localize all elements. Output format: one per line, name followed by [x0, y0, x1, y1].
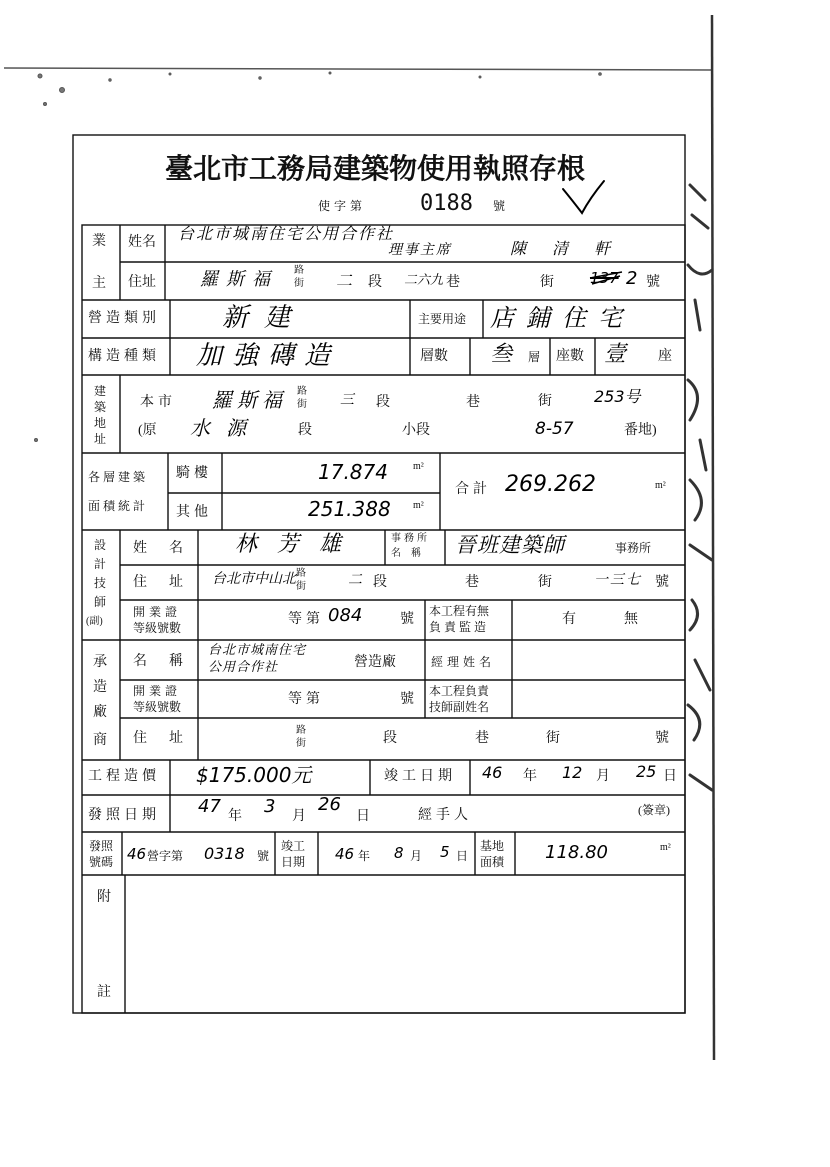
license-suffix: 號: [493, 199, 506, 213]
completion-month: 12: [562, 763, 583, 782]
contractor-lane-unit: 巷: [475, 731, 489, 746]
site-road-unit-top: 路: [297, 386, 307, 397]
designer-number-unit: 號: [655, 575, 669, 590]
completion-year: 46: [482, 763, 503, 782]
permit-label-2: 號碼: [89, 855, 114, 869]
cost-value: $175.000元: [196, 763, 312, 787]
other-area-value: 251.388: [308, 497, 391, 521]
owner-section-label-bottom: 主: [92, 276, 106, 291]
build-type-label: 營造類別: [88, 311, 160, 326]
designer-road-unit-bottom: 街: [296, 581, 306, 592]
site-label-2: 築: [94, 400, 107, 414]
contractor-number-unit: 號: [655, 731, 669, 746]
structure-value: 加強磚造: [196, 341, 341, 371]
owner-section-label-top: 業: [92, 234, 106, 249]
other-area-unit: m²: [413, 500, 424, 511]
contractor-engineer-label-1: 本工程負責: [429, 684, 490, 698]
main-use-label: 主要用途: [418, 312, 467, 326]
contractor-license-label-2: 等級號數: [133, 700, 182, 714]
contractor-label-1: 承: [93, 655, 107, 670]
owner-rep-name: 陳清軒: [510, 239, 637, 258]
issue-month: 3: [264, 796, 276, 817]
owner-number-value: 2: [626, 268, 638, 289]
owner-road-unit-bottom: 街: [294, 278, 304, 289]
issue-date-label: 發照日期: [88, 808, 160, 823]
site-label-4: 址: [94, 432, 107, 446]
area-label-2: 面積統計: [88, 499, 149, 513]
site-section-value: 三: [340, 392, 354, 408]
site-label-3: 地: [94, 416, 107, 430]
site-section-unit: 段: [376, 395, 390, 410]
designer-label-1: 設: [94, 538, 107, 552]
site-label-1: 建: [94, 384, 107, 398]
designer-grade-label: 等第: [288, 612, 324, 627]
designer-office-label-1: 事務所: [391, 533, 430, 544]
permit-date-label-1: 竣工: [281, 839, 306, 853]
license-number: 0188: [420, 191, 473, 216]
remarks-label-bottom: 註: [97, 985, 111, 1000]
permit-prefix: 營字第: [147, 849, 184, 863]
site-area-label-2: 面積: [480, 855, 505, 869]
designer-address-value: 台北市中山北: [212, 571, 296, 587]
designer-label-4: 師: [94, 595, 107, 609]
site-road-unit-bottom: 街: [297, 399, 307, 410]
contractor-street-unit: 街: [546, 731, 560, 746]
contractor-road-unit-top: 路: [296, 725, 306, 736]
contractor-license-label-1: 開業證: [133, 684, 182, 698]
completion-day: 25: [636, 762, 657, 781]
contractor-name-label: 名 稱: [133, 654, 187, 669]
owner-number-struck: 137: [590, 269, 619, 287]
contractor-road-unit-bottom: 街: [296, 738, 306, 749]
site-area-label-1: 基地: [480, 839, 505, 853]
completion-day-unit: 日: [663, 769, 677, 784]
arcade-area-unit: m²: [413, 461, 424, 472]
owner-section-value: 二: [336, 271, 353, 290]
total-area-unit: m²: [655, 480, 666, 491]
site-area-unit: m²: [660, 842, 671, 853]
floors-label: 層數: [420, 349, 448, 364]
designer-office-label-2: 名 稱: [391, 548, 421, 559]
contractor-label-2: 造: [93, 680, 107, 695]
build-type-value: 新建: [222, 303, 307, 333]
designer-address-label: 住 址: [133, 575, 187, 590]
floors-unit: 層: [528, 350, 541, 364]
contractor-section-unit: 段: [383, 731, 397, 746]
completion-month-unit: 月: [596, 769, 610, 784]
site-lot-unit: 番地): [624, 423, 657, 438]
buildings-count-label: 座數: [556, 349, 584, 364]
owner-number-unit: 號: [646, 275, 660, 290]
designer-label-5: (副): [86, 616, 103, 627]
supervision-no: 無: [624, 612, 638, 627]
license-prefix: 使字第: [318, 199, 367, 213]
signature-label: (簽章): [638, 803, 670, 817]
floors-value: 叁: [490, 342, 513, 367]
supervision-yes: 有: [562, 612, 576, 627]
contractor-label-4: 商: [93, 733, 107, 748]
site-number-value: 253号: [594, 387, 641, 406]
main-use-value: 店鋪住宅: [490, 304, 634, 332]
supervision-label-2: 負責監造: [429, 620, 490, 634]
issue-year-unit: 年: [228, 809, 242, 824]
designer-number-value: 一三七: [594, 572, 642, 588]
total-area-value: 269.262: [505, 472, 596, 497]
permit-date-year: 46: [335, 845, 355, 863]
permit-number: 0318: [204, 844, 245, 863]
contractor-name-line-2: 公用合作社: [208, 660, 279, 675]
arcade-area-value: 17.874: [318, 460, 388, 484]
issue-day: 26: [318, 794, 341, 815]
owner-address-label: 住址: [128, 275, 156, 290]
completion-date-label: 竣工日期: [384, 769, 456, 784]
permit-date-day-unit: 日: [456, 849, 469, 863]
permit-year: 46: [127, 845, 147, 863]
site-original-section-unit: 段: [298, 423, 312, 438]
site-original-prefix: (原: [138, 423, 157, 438]
designer-name-label: 姓 名: [133, 541, 187, 556]
designer-office-value: 晉班建築師: [455, 533, 565, 557]
designer-license-label-1: 開業證: [133, 605, 182, 619]
site-road-value: 羅斯福: [212, 388, 287, 412]
contractor-name-line-1: 台北市城南住宅: [208, 643, 307, 658]
permit-label-1: 發照: [89, 839, 114, 853]
contractor-engineer-label-2: 技師副姓名: [429, 700, 490, 714]
site-lot-value: 8-57: [535, 419, 574, 439]
owner-rep-title: 理事主席: [388, 242, 452, 258]
owner-name-label: 姓名: [128, 235, 156, 250]
handler-label: 經手人: [418, 808, 472, 823]
permit-date-year-unit: 年: [358, 849, 371, 863]
contractor-manager-label: 經理姓名: [431, 655, 496, 669]
underlying-page-scribbles: [688, 185, 712, 790]
designer-license-unit: 號: [400, 612, 414, 627]
designer-office-suffix: 事務所: [615, 541, 652, 555]
issue-year: 47: [198, 796, 221, 817]
completion-year-unit: 年: [523, 769, 537, 784]
designer-label-3: 技: [94, 576, 107, 590]
arcade-label: 騎樓: [176, 466, 212, 481]
designer-license-label-2: 等級號數: [133, 621, 182, 635]
check-mark: [563, 181, 604, 213]
permit-date-month: 8: [394, 844, 404, 862]
site-subsection-unit: 小段: [402, 423, 430, 438]
contractor-label-3: 廠: [93, 705, 107, 720]
permit-suffix: 號: [257, 849, 270, 863]
designer-section-unit: 段: [373, 575, 387, 590]
site-street-unit: 街: [538, 394, 552, 409]
designer-street-unit: 街: [538, 575, 552, 590]
total-label: 合計: [455, 482, 491, 497]
owner-road-unit-top: 路: [294, 265, 304, 276]
supervision-label-1: 本工程有無: [429, 604, 490, 618]
form-title: 臺北市工務局建築物使用執照存根: [164, 154, 585, 185]
contractor-name-suffix: 營造廠: [354, 655, 396, 670]
site-city: 本市: [140, 395, 176, 410]
designer-name-value: 林芳雄: [235, 532, 362, 557]
site-lane-unit: 巷: [466, 395, 480, 410]
issue-day-unit: 日: [356, 809, 370, 824]
contractor-license-unit: 號: [400, 692, 414, 707]
designer-lane-unit: 巷: [465, 575, 479, 590]
designer-label-2: 計: [94, 557, 107, 571]
area-label-1: 各層建築: [88, 470, 149, 484]
owner-street-unit: 街: [540, 275, 554, 290]
owner-name-value: 台北市城南住宅公用合作社: [178, 224, 395, 243]
remarks-label-top: 附: [97, 890, 111, 905]
cost-label: 工程造價: [88, 769, 160, 784]
other-label: 其他: [176, 505, 212, 520]
structure-label: 構造種類: [88, 349, 160, 364]
designer-road-unit-top: 路: [296, 568, 306, 579]
contractor-grade-label: 等第: [288, 692, 324, 707]
owner-lane-value: 二六九: [404, 273, 444, 288]
buildings-count-value: 壹: [604, 342, 627, 367]
site-area-value: 118.80: [545, 842, 608, 863]
designer-section-value: 二: [348, 572, 362, 588]
issue-month-unit: 月: [292, 809, 306, 824]
owner-section-unit: 段: [368, 275, 382, 290]
contractor-address-label: 住 址: [133, 731, 187, 746]
owner-road-value: 羅斯福: [200, 269, 278, 290]
permit-date-month-unit: 月: [410, 849, 423, 863]
designer-license-number: 084: [328, 605, 363, 626]
site-original-section-value: 水源: [190, 416, 262, 440]
buildings-count-unit: 座: [658, 349, 672, 364]
permit-date-label-2: 日期: [281, 855, 306, 869]
owner-lane-unit: 巷: [446, 275, 460, 290]
permit-date-day: 5: [440, 843, 450, 861]
